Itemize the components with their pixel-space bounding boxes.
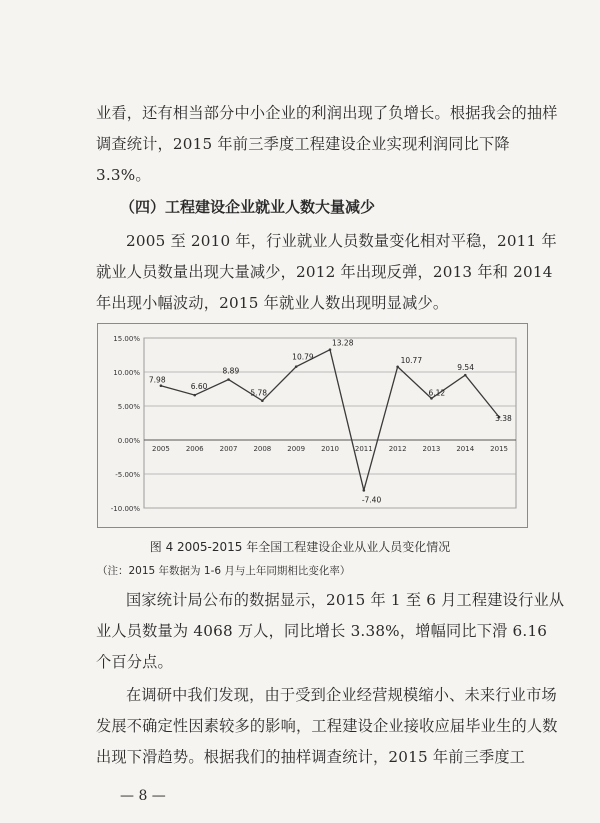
section-heading: （四）工程建设企业就业人数大量减少 [120,198,376,216]
y-tick-label: 0.00% [117,437,140,445]
data-point [363,489,366,492]
data-label: -7.40 [361,495,382,505]
paragraph-employment-trend: 2005 至 2010 年，行业就业人员数量变化相对平稳，2011 年就业人员数量出现大量减少，2012 年出现反弹，2013 年和 2014 年出现小幅波动，2015 年就业人数出现明显减少。 [96,232,557,312]
data-point [160,384,163,387]
x-tick-label: 2006 [185,445,204,453]
data-label: 8.89 [222,366,240,376]
figure-note: （注：2015 年数据为 1-6 月与上年同期相比变化率） [97,565,351,577]
employment-chart [97,323,528,528]
x-tick-label: 2008 [253,445,272,453]
data-label: 5.78 [250,388,268,398]
data-point [193,394,196,397]
data-label: 3.38 [495,414,512,424]
employment-line-chart [98,324,527,527]
paragraph-profit: 业看，还有相当部分中小企业的利润出现了负增长。根据我会的抽样调查统计，2015 年前三季度工程建设企业实现利润同比下降 3.3%。 [96,104,558,184]
data-point [227,378,230,381]
paragraph-survey: 在调研中我们发现，由于受到企业经营规模缩小、未来行业市场发展不确定性因素较多的影响，工程建设企业接收应届毕业生的人数出现下滑趋势。根据我们的抽样调查统计，2015 年前三季度工 [96,686,558,766]
data-label: 9.54 [457,363,474,373]
y-tick-label: 5.00% [117,403,140,411]
data-point [396,365,399,368]
x-tick-label: 2009 [287,445,306,453]
x-tick-label: 2015 [490,445,509,453]
data-label: 10.77 [400,355,423,365]
data-point [295,365,298,368]
x-tick-label: 2013 [422,445,441,453]
x-tick-label: 2010 [321,445,339,453]
y-tick-label: 15.00% [113,335,140,343]
x-tick-label: 2012 [388,445,407,453]
data-label: 6.60 [190,382,208,392]
x-tick-label: 2014 [456,445,475,453]
y-tick-label: -5.00% [115,471,140,479]
data-label: 6.12 [428,388,446,398]
series-line [161,350,499,491]
data-label: 10.79 [292,352,314,362]
data-point [261,399,264,402]
y-tick-label: 10.00% [113,369,140,377]
paragraph-statistics: 国家统计局公布的数据显示，2015 年 1 至 6 月工程建设行业从业人员数量为 4068 万人，同比增长 3.38%，增幅同比下滑 6.16 个百分点。 [96,591,565,671]
data-point [464,374,467,377]
data-point [329,348,332,351]
data-label: 13.28 [332,338,354,348]
data-label: 7.98 [148,375,166,385]
figure-caption: 图 4 2005-2015 年全国工程建设企业从业人员变化情况 [149,540,451,554]
page-number: — 8 — [120,788,166,804]
x-tick-label: 2007 [219,445,238,453]
data-point [430,397,433,400]
y-tick-label: -10.00% [110,505,140,513]
x-tick-label: 2011 [354,445,373,453]
x-tick-label: 2005 [151,445,170,453]
